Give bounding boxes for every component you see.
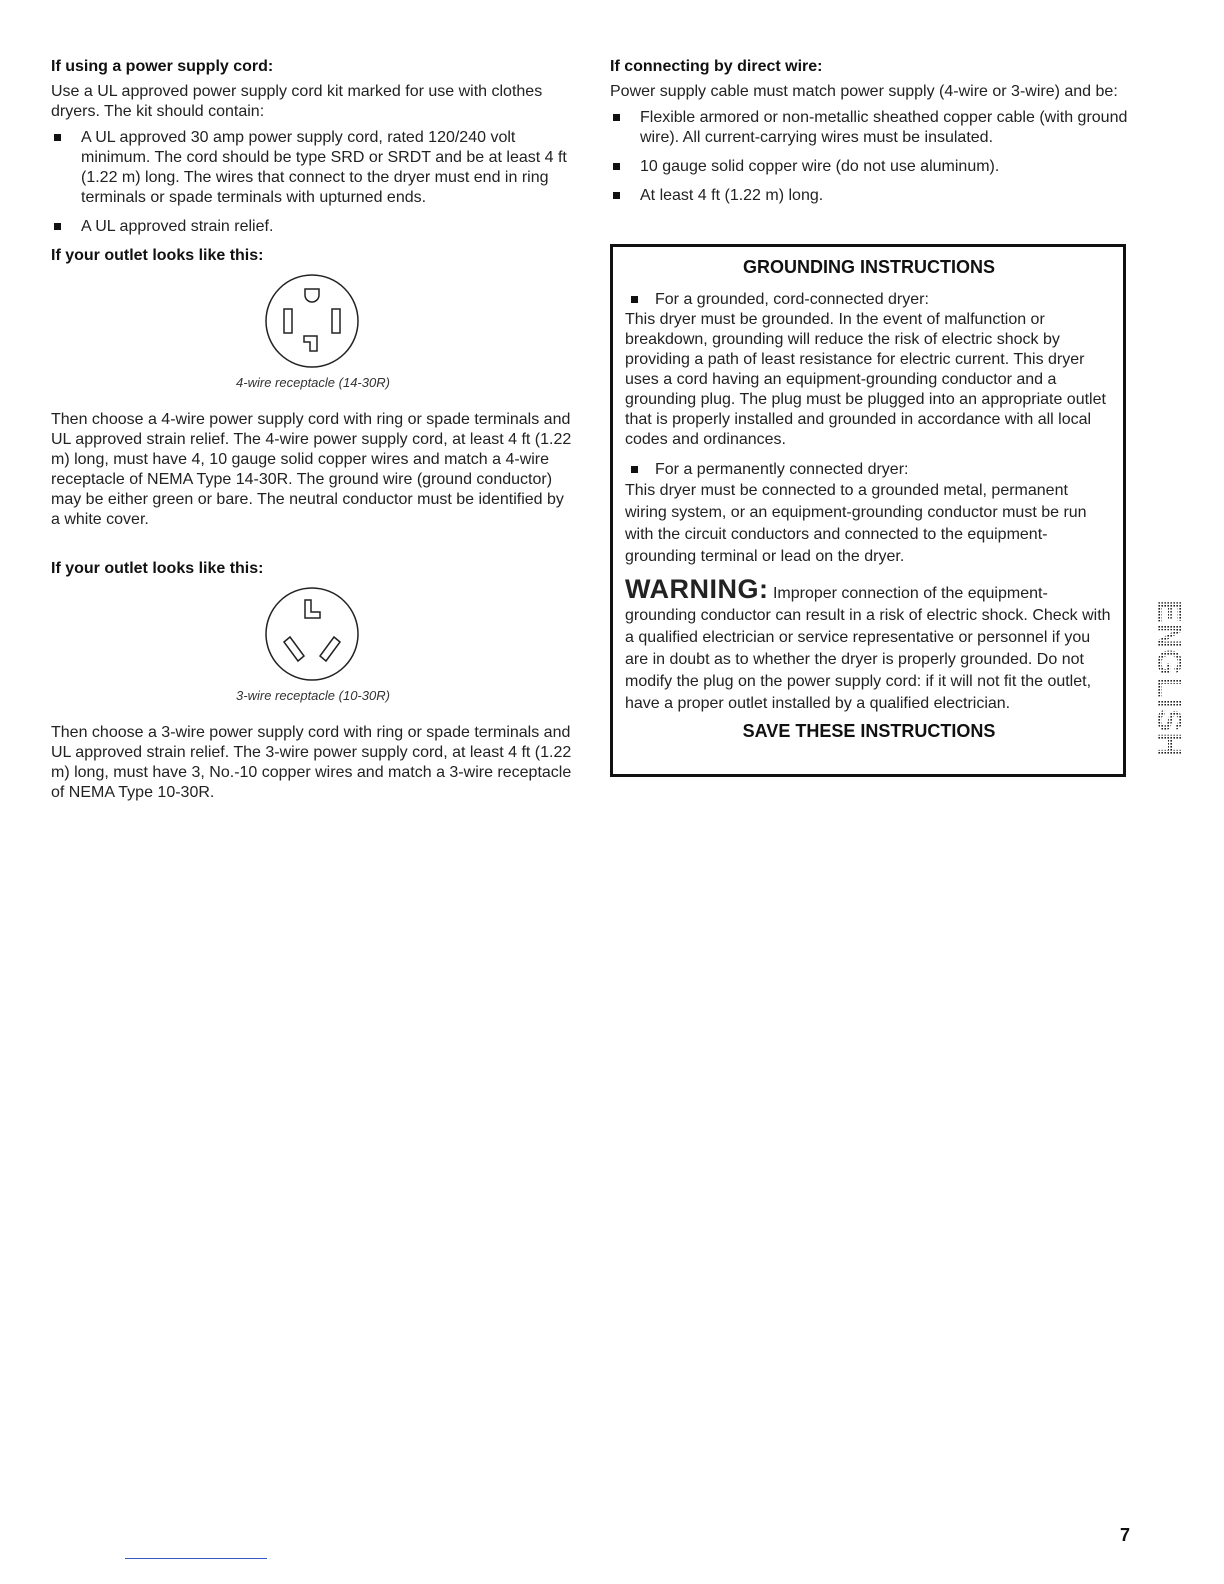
cord-intro: Use a UL approved power supply cord kit marked for use with clothes dryers. The kit should contain: [51, 83, 543, 120]
side-tab-label: ENGLISH [1150, 599, 1188, 759]
figure-caption: 4-wire receptacle (14-30R) [236, 375, 390, 390]
grounding-item-permanent: For a permanently connected dryer: [625, 460, 1113, 480]
right-column [610, 58, 1132, 216]
grounding-item-cord: For a grounded, cord-connected dryer: [625, 290, 1113, 310]
warning-text: Improper connection of the equipment-grounding conductor can result in a risk of electric shock. Check with a qualified electrician or service representative or personnel if you are in doubt as to whether the dryer is properly grounded. Do not modify the plug on the power supply cord: if it will not fit the outlet, have a proper outlet installed by a qualified electrician. [625, 585, 1111, 712]
grounding-instructions-box [610, 244, 1126, 777]
outlet-3wire-heading: If your outlet looks like this: [51, 560, 264, 577]
direct-wire-heading: If connecting by direct wire: [610, 58, 823, 75]
list-item: A UL approved strain relief. [51, 217, 573, 237]
receptacle-4wire-figure [51, 271, 573, 371]
outlet-3wire-text: Then choose a 3-wire power supply cord with ring or spade terminals and UL approved strain relief. The 3-wire power supply cord, at least 4 ft (1.22 m) long, must have 3, No.-10 copper wires and match a 3-wire receptacle of NEMA Type 10-30R. [51, 724, 572, 801]
warning-block [625, 574, 1113, 715]
list-item: 10 gauge solid copper wire (do not use aluminum). [610, 157, 1132, 177]
list-item: At least 4 ft (1.22 m) long. [610, 186, 1132, 206]
page-number: 7 [1120, 1525, 1131, 1545]
grounding-text-permanent: This dryer must be connected to a grounded metal, permanent wiring system, or an equipment-grounding conductor must be run with the circuit conductors and connected to the equipment-grounding terminal or lead on the dryer. [625, 482, 1087, 565]
direct-wire-intro: Power supply cable must match power supply (4-wire or 3-wire) and be: [610, 83, 1118, 100]
english-side-tab [1150, 566, 1188, 792]
outlet-4wire-text: Then choose a 4-wire power supply cord with ring or spade terminals and UL approved strain relief. The 4-wire power supply cord, at least 4 ft (1.22 m) long, must have 4, 10 gauge solid copper wires and match a 4-wire receptacle of NEMA Type 14-30R. The ground wire (ground conductor) may be either green or bare. The neutral conductor must be identified by a white cover. [51, 411, 572, 528]
outlet-4wire-heading: If your outlet looks like this: [51, 247, 264, 264]
grounding-text-cord: This dryer must be grounded. In the event of malfunction or breakdown, grounding will reduce the risk of electric shock by providing a path of least resistance for electric current. This dryer uses a cord having an equipment-grounding conductor and a grounding plug. The plug must be plugged into an appropriate outlet that is properly installed and grounded in accordance with all local codes and ordinances. [625, 311, 1106, 448]
cord-kit-list [51, 128, 573, 237]
left-column [51, 58, 573, 809]
save-instructions-label: SAVE THESE INSTRUCTIONS [742, 721, 996, 741]
cord-heading: If using a power supply cord: [51, 58, 274, 75]
footer-rule [125, 1558, 267, 1559]
receptacle-4wire-icon [262, 271, 362, 371]
figure-caption: 3-wire receptacle (10-30R) [236, 688, 390, 703]
receptacle-3wire-figure [51, 584, 573, 684]
grounding-title: GROUNDING INSTRUCTIONS [743, 257, 995, 277]
warning-label: WARNING: [625, 574, 769, 604]
receptacle-3wire-icon [262, 584, 362, 684]
direct-wire-list [610, 108, 1132, 206]
list-item: A UL approved 30 amp power supply cord, rated 120/240 volt minimum. The cord should be type SRD or SRDT and be at least 4 ft (1.22 m) long. The wires that connect to the dryer must end in ring terminals or spade terminals with upturned ends. [51, 128, 573, 208]
list-item: Flexible armored or non-metallic sheathed copper cable (with ground wire). All current-carrying wires must be insulated. [610, 108, 1132, 148]
